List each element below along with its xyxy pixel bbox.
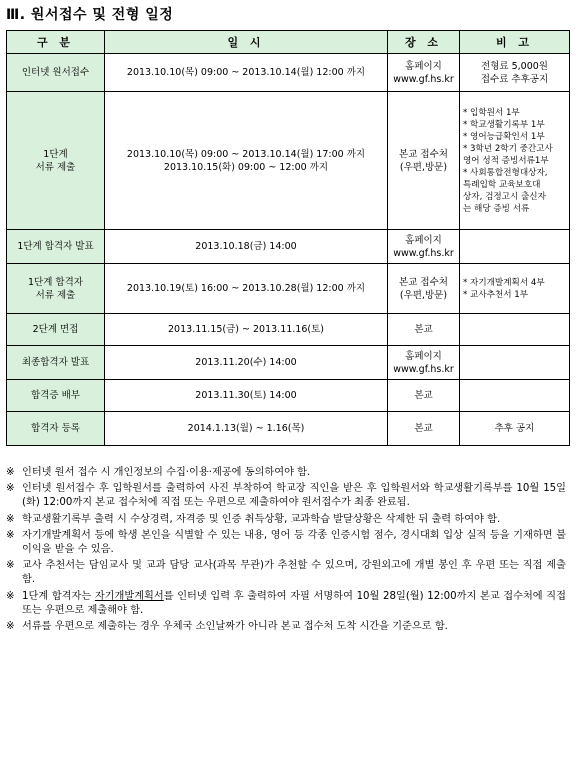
row-remarks-line: * 3학년 2학기 중간고사 (463, 143, 553, 154)
footnote (6, 620, 566, 634)
footnote-part: 를 인터넷 입력 후 출력하여 자필 서명하여 10월 28일(월) 12:00까지 본교 접수처에 직접 또는 우편으로 제출해야 함. (22, 590, 566, 616)
row-datetime-line: 2014.1.13(월) ~ 1.16(목) (187, 423, 305, 434)
footnote (6, 513, 566, 527)
row-label-line: 인터넷 원서접수 (21, 67, 90, 78)
row-label (7, 230, 105, 264)
header-remarks: 비 고 (460, 31, 570, 54)
row-datetime-line: 2013.10.18(금) 14:00 (195, 241, 297, 252)
row-label-line: 1단계 합격자 (28, 276, 83, 288)
row-remarks-line: * 사회통합전형대상자, (463, 167, 548, 178)
row-place-line: 본교 (414, 390, 433, 401)
footnote-text: 교사 추천서는 담임교사 및 교과 담당 교사(과목 무관)가 추천할 수 있으며, 강원외고에 개별 봉인 후 우편 또는 직접 제출 함. (22, 560, 566, 586)
table-row (7, 230, 570, 264)
row-datetime (105, 380, 388, 412)
row-place-line: 홈페이지 (405, 234, 442, 246)
row-label (7, 264, 105, 314)
row-place (388, 412, 460, 446)
row-place (388, 92, 460, 230)
row-datetime-line: 2013.10.10(목) 09:00 ~ 2013.10.14(월) 17:00 까지 (126, 148, 366, 160)
row-label-line: 서류 제출 (35, 161, 76, 173)
row-remarks (460, 412, 570, 446)
table-row (7, 380, 570, 412)
row-label (7, 54, 105, 92)
row-label (7, 314, 105, 346)
footnote-text: 서류를 우편으로 제출하는 경우 우체국 소인날짜가 아니라 본교 접수처 도착 시간을 기준으로 함. (22, 621, 448, 633)
header-datetime: 일 시 (105, 31, 388, 54)
row-remarks-line: * 영어능급확인서 1부 (463, 131, 545, 142)
row-remarks (460, 54, 570, 92)
table-row (7, 346, 570, 380)
footnote (6, 529, 566, 557)
row-remarks (460, 92, 570, 230)
row-remarks (460, 264, 570, 314)
row-place-line: www.gf.hs.kr (393, 247, 454, 259)
row-datetime-line: 2013.10.15(화) 09:00 ~ 12:00 까지 (163, 161, 329, 173)
row-remarks-line: 상자, 검정고시 출신자 (463, 191, 546, 202)
row-label-line: 2단계 면접 (32, 324, 79, 335)
row-place-line: (우편,방문) (399, 289, 448, 301)
note-marker: ※ (6, 467, 15, 478)
row-place-line: 본교 접수처 (399, 148, 448, 160)
footnotes (6, 466, 566, 636)
row-datetime-line: 2013.11.30(토) 14:00 (195, 390, 297, 401)
row-place (388, 54, 460, 92)
row-remarks-line: 영어 성적 증빙서류1부 (463, 155, 549, 166)
row-label (7, 92, 105, 230)
header-category: 구 분 (7, 31, 105, 54)
note-marker: ※ (6, 621, 15, 633)
footnote (6, 559, 566, 587)
row-place-line: www.gf.hs.kr (393, 363, 454, 375)
footnote-text: 인터넷 원서접수 후 입학원서를 출력하여 사진 부착하여 학교장 직인을 받은 후 입학원서와 학교생활기록부를 10월 15일(화) 12:00까지 본교 접수처에 직접 또는 우편으로 제출하여야 원서접수가 최종 완료됨. (22, 483, 566, 509)
row-remarks-line: 추후 공지 (494, 423, 535, 434)
row-place (388, 380, 460, 412)
row-datetime (105, 264, 388, 314)
row-label (7, 380, 105, 412)
row-remarks-line: * 교사추천서 1부 (463, 289, 529, 300)
note-marker: ※ (6, 560, 15, 572)
row-remarks (460, 314, 570, 346)
row-place-line: 본교 (414, 324, 433, 335)
row-remarks-line: 접수료 추후공지 (480, 73, 549, 85)
schedule-table (6, 30, 570, 446)
row-remarks (460, 380, 570, 412)
footnote-text: 자기개발계획서 등에 학생 본인을 식별할 수 있는 내용, 영어 등 각종 인증시험 점수, 경시대회 입상 실적 등을 기재하면 불이익을 받을 수 있음. (22, 529, 566, 556)
footnote (6, 466, 566, 480)
row-remarks-line: * 입학원서 1부 (463, 107, 520, 118)
table-row (7, 264, 570, 314)
row-datetime-line: 2013.11.20(수) 14:00 (195, 357, 297, 368)
row-datetime (105, 54, 388, 92)
table-row (7, 314, 570, 346)
row-remarks-line: 전형료 5,000원 (481, 60, 548, 72)
row-label-line: 합격증 배부 (31, 390, 80, 401)
row-remarks-line: 는 해당 증빙 서류 (463, 203, 530, 214)
row-place (388, 264, 460, 314)
row-place (388, 346, 460, 380)
row-datetime (105, 412, 388, 446)
row-place-line: 본교 접수처 (399, 276, 448, 288)
table-row (7, 92, 570, 230)
row-label (7, 412, 105, 446)
row-place-line: www.gf.hs.kr (393, 73, 454, 85)
row-place (388, 230, 460, 264)
row-place-line: 홈페이지 (405, 350, 442, 362)
row-datetime-line: 2013.10.10(목) 09:00 ~ 2013.10.14(월) 12:00 까지 (126, 67, 366, 78)
table-row (7, 412, 570, 446)
row-place-line: (우편,방문) (399, 161, 448, 173)
note-marker: ※ (6, 513, 15, 525)
row-remarks-line: 특례입학 교육보호대 (463, 179, 541, 190)
row-datetime (105, 230, 388, 264)
footnote-text: 인터넷 원서 접수 시 개인정보의 수집·이용·제공에 동의하여야 함. (22, 467, 311, 478)
note-marker: ※ (6, 529, 15, 541)
row-remarks-line: * 자기개발계획서 4부 (463, 277, 545, 288)
footnote-text (22, 590, 566, 618)
row-datetime (105, 314, 388, 346)
table-row (7, 54, 570, 92)
row-datetime (105, 92, 388, 230)
footnote (6, 482, 566, 510)
table-header-row (7, 31, 570, 54)
row-datetime-line: 2013.11.15(금) ~ 2013.11.16(토) (168, 324, 324, 335)
row-datetime (105, 346, 388, 380)
section-title: Ⅲ. 원서접수 및 전형 일정 (6, 7, 174, 23)
row-label-line: 1단계 합격자 발표 (17, 241, 94, 252)
underlined-term: 자기개발계획서 (94, 590, 164, 602)
row-place-line: 홈페이지 (405, 60, 442, 72)
note-marker: ※ (6, 483, 15, 495)
footnote (6, 590, 566, 618)
row-remarks-line: * 학교생활기록부 1부 (463, 119, 545, 130)
row-remarks (460, 230, 570, 264)
row-label-line: 1단계 (43, 148, 68, 160)
row-datetime-line: 2013.10.19(토) 16:00 ~ 2013.10.28(월) 12:00 까지 (126, 283, 366, 294)
header-place: 장 소 (388, 31, 460, 54)
row-place (388, 314, 460, 346)
row-place-line: 본교 (414, 423, 433, 434)
row-label-line: 서류 제출 (35, 289, 76, 301)
row-label (7, 346, 105, 380)
row-label-line: 최종합격자 발표 (21, 357, 90, 368)
row-remarks (460, 346, 570, 380)
footnote-text: 학교생활기록부 출력 시 수상경력, 자격증 및 인증 취득상황, 교과학습 발달상황은 삭제한 뒤 출력 하여야 함. (22, 513, 501, 525)
row-label-line: 합격자 등록 (31, 423, 80, 434)
note-marker: ※ (6, 590, 15, 602)
footnote-part: 1단계 합격자는 (22, 590, 95, 602)
